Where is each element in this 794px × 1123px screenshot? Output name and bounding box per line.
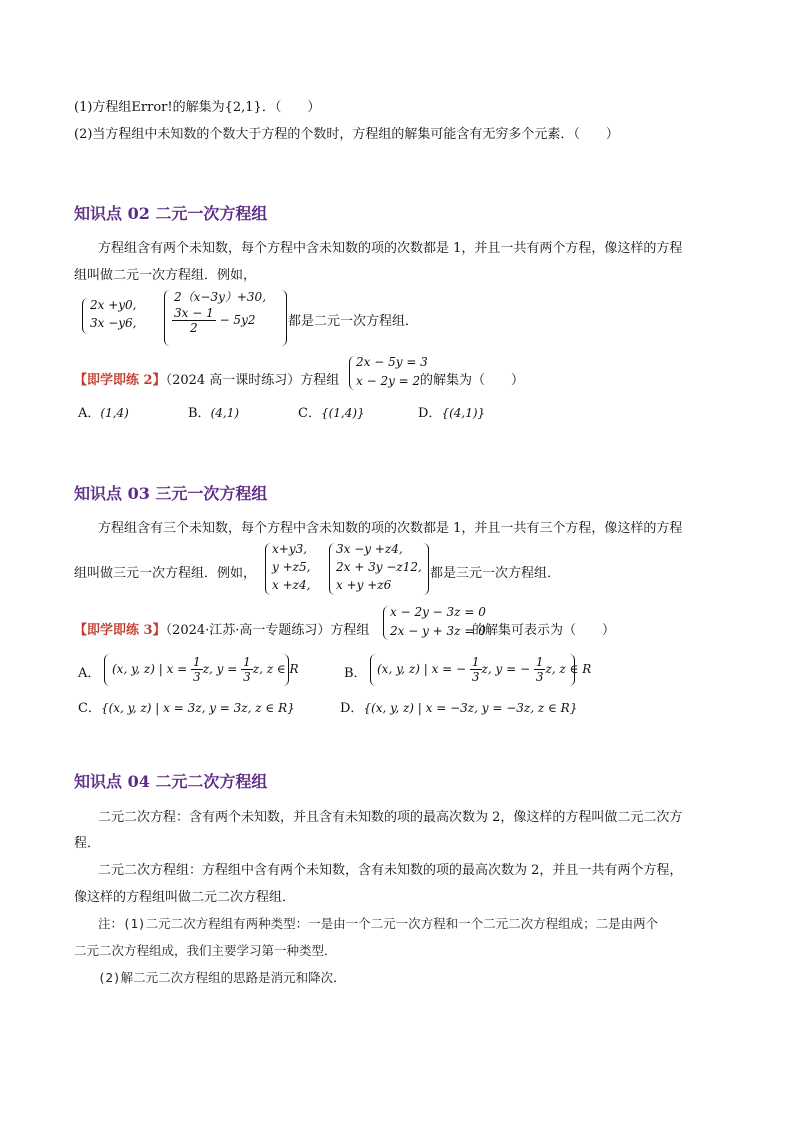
practice-tag: 【即学即练 3】 xyxy=(74,623,166,638)
example-eq: y +z5, xyxy=(272,560,311,574)
brace-left xyxy=(265,543,272,595)
section3-paragraph-line2: 组叫做三元一次方程组．例如， xyxy=(74,566,257,581)
brace-right xyxy=(280,290,287,346)
practice-eq: 2x − y + 3z = 0 xyxy=(390,624,486,638)
option-d[interactable]: D．{(x, y, z) | x = −3z, y = −3z, z ∈ R} xyxy=(340,701,578,716)
practice-eq: 2x − 5y = 3 xyxy=(356,355,428,369)
practice-tag: 【即学即练 2】 xyxy=(74,373,166,388)
option-c[interactable]: C．{(x, y, z) | x = 3z, y = 3z, z ∈ R} xyxy=(78,701,295,716)
judgement-item-1: (1)方程组Error!的解集为{2,1}．（ ） xyxy=(74,100,321,115)
judgement-item-2: (2)当方程组中未知数的个数大于方程的个数时，方程组的解集可能含有无穷多个元素．（ ） xyxy=(74,127,619,142)
example-suffix: 都是三元一次方程组． xyxy=(430,566,561,581)
brace-right xyxy=(568,654,575,686)
option-b-expression: (x, y, z) | x = − $\frac{1}{3}$ z, y = − $\frac{1}{3}$ z, z ∈ R xyxy=(377,655,592,684)
brace-left xyxy=(329,543,336,595)
option-a[interactable]: A．(1,4) xyxy=(78,406,129,421)
option-b[interactable]: B． xyxy=(344,666,367,681)
example-suffix: 都是二元一次方程组． xyxy=(288,314,419,329)
option-c[interactable]: C．{(1,4)} xyxy=(298,406,365,421)
brace-left xyxy=(104,654,111,686)
practice-3-prompt xyxy=(74,619,369,638)
note-line3: (2)解二元二次方程组的思路是消元和降次． xyxy=(98,970,346,985)
brace-left xyxy=(82,298,89,334)
example-eq: x+y3, xyxy=(272,542,308,556)
option-d[interactable]: D．{(4,1)} xyxy=(418,406,486,421)
practice-source: （2024 高一课时练习）方程组 xyxy=(165,373,340,388)
practice-eq: x − 2y − 3z = 0 xyxy=(390,605,486,619)
practice-2-prompt xyxy=(74,369,339,388)
option-a-expression: (x, y, z) | x = $\frac{1}{3}$ z, y = $\frac{1}{3}$ z, z ∈ R xyxy=(112,655,299,684)
example-eq: x +y +z6 xyxy=(336,578,392,592)
fraction-numerator: 3x − 1 xyxy=(174,306,214,320)
brace-left xyxy=(383,606,390,640)
section2-paragraph-line2: 组叫做二元一次方程组．例如， xyxy=(74,268,257,283)
section-title-03: 知识点 03 三元一次方程组 xyxy=(74,484,268,503)
option-a[interactable]: A． xyxy=(78,666,101,681)
brace-right xyxy=(282,654,289,686)
section2-paragraph-line1: 方程组含有两个未知数，每个方程中含未知数的项的次数都是 1，并且一共有两个方程，像这样的方程 xyxy=(98,241,683,256)
example-eq: x +z4, xyxy=(272,578,311,592)
option-b[interactable]: B．(4,1) xyxy=(188,406,240,421)
example-eq: 2x +y0, xyxy=(90,298,137,312)
section4-p1-line1: 二元二次方程：含有两个未知数，并且含有未知数的项的最高次数为 2，像这样的方程叫做二元二次方 xyxy=(98,810,683,825)
section4-p2-line2: 像这样的方程组叫做二元二次方程组． xyxy=(74,890,296,905)
brace-left xyxy=(349,356,356,390)
example-fraction xyxy=(172,306,255,335)
note-line2: 二元二次方程组成，我们主要学习第一种类型． xyxy=(74,943,337,958)
example-eq: 2（x−3y）+30, xyxy=(174,290,267,304)
practice-suffix: 的解集可表示为（ ） xyxy=(472,623,616,638)
practice-eq: x − 2y = 2 xyxy=(356,374,421,388)
section-title-04: 知识点 04 二元二次方程组 xyxy=(74,772,268,791)
section4-p2-line1: 二元二次方程组：方程组中含有两个未知数，含有未知数的项的最高次数为 2，并且一共有两个方程， xyxy=(98,863,683,878)
practice-suffix: 的解集为（ ） xyxy=(420,373,525,388)
brace-left xyxy=(370,654,377,686)
example-eq: 2x + 3y −z12, xyxy=(336,560,422,574)
section-title-02: 知识点 02 二元一次方程组 xyxy=(74,204,268,223)
note-line1: 注：(1)二元二次方程组有两种类型：一是由一个二元一次方程和一个二元二次方程组成；二是由两个 xyxy=(98,916,659,931)
brace-left xyxy=(164,290,171,346)
example-eq: 3x −y6, xyxy=(90,316,137,330)
brace-right xyxy=(422,543,429,595)
example-eq: 3x −y +z4, xyxy=(336,542,403,556)
practice-source: （2024·江苏·高一专题练习）方程组 xyxy=(165,623,370,638)
example-eq: − 5y2 xyxy=(219,313,256,327)
section3-paragraph-line1: 方程组含有三个未知数，每个方程中含未知数的项的次数都是 1，并且一共有三个方程，像这样的方程 xyxy=(98,521,683,536)
fraction-denominator: 2 xyxy=(190,321,198,335)
section4-p1-line2: 程． xyxy=(74,836,101,851)
